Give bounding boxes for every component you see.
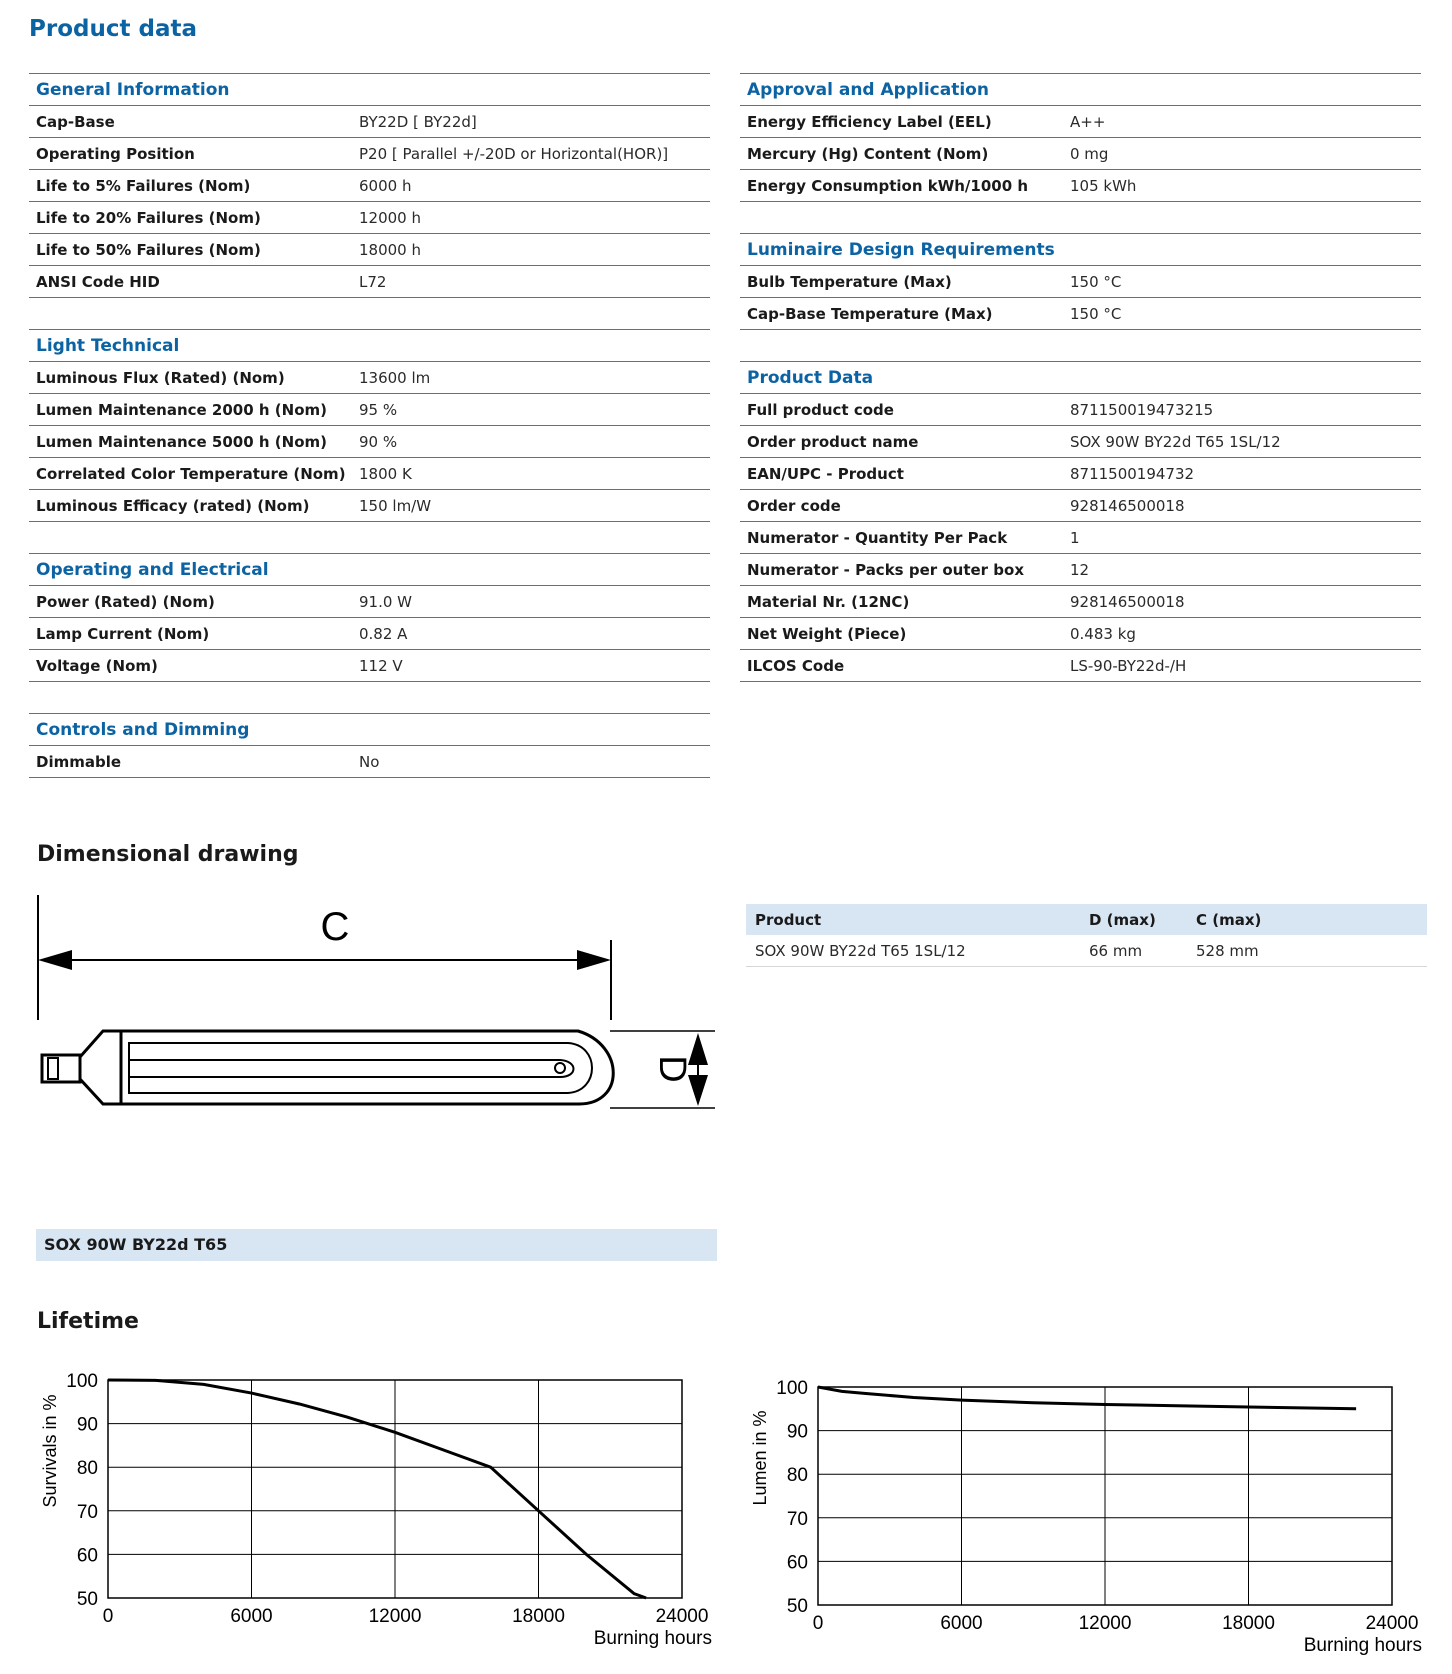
spec-value: SOX 90W BY22d T65 1SL/12 <box>1063 426 1421 458</box>
y-tick-label: 70 <box>786 1508 808 1530</box>
spec-key: ILCOS Code <box>740 650 1063 682</box>
spec-key: Lumen Maintenance 2000 h (Nom) <box>29 394 352 426</box>
spec-key: Life to 5% Failures (Nom) <box>29 170 352 202</box>
section-heading-row <box>740 234 1421 266</box>
spacer-row <box>740 202 1421 234</box>
dim-cell-d: 66 mm <box>1080 935 1187 967</box>
spec-key: Voltage (Nom) <box>29 650 352 682</box>
y-tick-label: 50 <box>786 1596 808 1617</box>
x-tick-label: 18000 <box>1222 1613 1275 1634</box>
spec-key: Material Nr. (12NC) <box>740 586 1063 618</box>
dim-header-d: D (max) <box>1080 904 1187 935</box>
spec-key: Life to 50% Failures (Nom) <box>29 234 352 266</box>
x-tick-label: 6000 <box>230 1606 273 1627</box>
spec-key: Energy Consumption kWh/1000 h <box>740 170 1063 202</box>
table-row <box>29 362 710 394</box>
spec-value: 6000 h <box>352 170 710 202</box>
series-line <box>108 1380 646 1598</box>
left-spec-table <box>29 73 710 778</box>
section-heading: Luminaire Design Requirements <box>740 234 1421 266</box>
table-row <box>29 234 710 266</box>
y-axis-label: Lumen in % <box>750 1410 770 1506</box>
y-tick-label: 100 <box>66 1371 98 1392</box>
y-tick-label: 70 <box>76 1501 98 1523</box>
spec-value: 150 lm/W <box>352 490 710 522</box>
spec-key: Life to 20% Failures (Nom) <box>29 202 352 234</box>
section-heading-row <box>29 330 710 362</box>
dim-label-d: D <box>651 1055 693 1083</box>
table-row <box>740 298 1421 330</box>
spec-key: Lumen Maintenance 5000 h (Nom) <box>29 426 352 458</box>
x-tick-label: 24000 <box>655 1606 709 1627</box>
table-row <box>740 458 1421 490</box>
table-row <box>29 586 710 618</box>
section-heading: Approval and Application <box>740 74 1421 106</box>
spec-value: P20 [ Parallel +/-20D or Horizontal(HOR)] <box>352 138 710 170</box>
table-row <box>740 490 1421 522</box>
spec-key: Luminous Efficacy (rated) (Nom) <box>29 490 352 522</box>
spec-key: Cap-Base Temperature (Max) <box>740 298 1063 330</box>
table-row <box>740 394 1421 426</box>
right-spec-table <box>740 73 1421 682</box>
section-heading-row <box>740 74 1421 106</box>
table-row <box>29 202 710 234</box>
table-row <box>29 170 710 202</box>
spec-value: L72 <box>352 266 710 298</box>
spec-value: BY22D [ BY22d] <box>352 106 710 138</box>
spec-key: Dimmable <box>29 746 352 778</box>
spec-key: Order code <box>740 490 1063 522</box>
x-tick-label: 0 <box>812 1613 824 1634</box>
x-tick-label: 12000 <box>368 1606 422 1627</box>
series-line <box>818 1387 1356 1409</box>
spec-key: Cap-Base <box>29 106 352 138</box>
table-row <box>29 618 710 650</box>
spec-value: No <box>352 746 710 778</box>
table-row <box>740 586 1421 618</box>
table-row <box>29 138 710 170</box>
spec-value: 112 V <box>352 650 710 682</box>
survival-chart <box>30 1360 730 1660</box>
spec-key: Bulb Temperature (Max) <box>740 266 1063 298</box>
spec-value: 150 °C <box>1063 266 1421 298</box>
dim-header-c: C (max) <box>1187 904 1427 935</box>
spec-key: Numerator - Quantity Per Pack <box>740 522 1063 554</box>
table-row <box>29 458 710 490</box>
section-heading: Operating and Electrical <box>29 554 710 586</box>
dim-header-product: Product <box>746 904 1080 935</box>
spec-key: Order product name <box>740 426 1063 458</box>
section-heading-row <box>740 362 1421 394</box>
spacer-cell <box>29 298 710 330</box>
spec-key: Correlated Color Temperature (Nom) <box>29 458 352 490</box>
table-row <box>740 170 1421 202</box>
spec-value: A++ <box>1063 106 1421 138</box>
table-row <box>740 650 1421 682</box>
table-row <box>740 426 1421 458</box>
table-row <box>29 426 710 458</box>
table-row <box>740 106 1421 138</box>
table-row <box>29 490 710 522</box>
spec-key: Energy Efficiency Label (EEL) <box>740 106 1063 138</box>
y-tick-label: 100 <box>776 1378 808 1399</box>
section-heading: Light Technical <box>29 330 710 362</box>
spec-key: Net Weight (Piece) <box>740 618 1063 650</box>
table-row <box>740 554 1421 586</box>
spec-key: Operating Position <box>29 138 352 170</box>
spec-key: Luminous Flux (Rated) (Nom) <box>29 362 352 394</box>
spec-value: 91.0 W <box>352 586 710 618</box>
page-title: Product data <box>29 16 197 42</box>
spacer-row <box>740 330 1421 362</box>
y-tick-label: 90 <box>76 1414 98 1436</box>
spec-value: 928146500018 <box>1063 586 1421 618</box>
spacer-row <box>29 522 710 554</box>
spec-value: 12000 h <box>352 202 710 234</box>
spec-value: 0.483 kg <box>1063 618 1421 650</box>
section-heading-row <box>29 714 710 746</box>
spec-value: 928146500018 <box>1063 490 1421 522</box>
x-axis-label: Burning hours <box>593 1628 712 1649</box>
spacer-cell <box>29 682 710 714</box>
dimensional-drawing <box>30 895 730 1145</box>
spacer-cell <box>740 330 1421 362</box>
spec-value: 0.82 A <box>352 618 710 650</box>
x-tick-label: 6000 <box>940 1613 983 1634</box>
x-tick-label: 24000 <box>1365 1613 1419 1634</box>
spec-key: ANSI Code HID <box>29 266 352 298</box>
spec-key: Lamp Current (Nom) <box>29 618 352 650</box>
y-axis-label: Survivals in % <box>40 1394 60 1508</box>
table-row <box>29 746 710 778</box>
spec-key: Mercury (Hg) Content (Nom) <box>740 138 1063 170</box>
y-tick-label: 80 <box>786 1465 808 1487</box>
lifetime-heading: Lifetime <box>37 1309 139 1334</box>
spec-value: 18000 h <box>352 234 710 266</box>
table-row <box>29 650 710 682</box>
section-heading: Product Data <box>740 362 1421 394</box>
y-tick-label: 60 <box>76 1545 98 1567</box>
lumen-chart <box>740 1360 1440 1660</box>
table-row <box>740 618 1421 650</box>
y-tick-label: 80 <box>76 1458 98 1480</box>
section-heading: Controls and Dimming <box>29 714 710 746</box>
spec-value: LS-90-BY22d-/H <box>1063 650 1421 682</box>
section-heading: General Information <box>29 74 710 106</box>
spacer-cell <box>29 522 710 554</box>
section-heading-row <box>29 74 710 106</box>
section-heading-row <box>29 554 710 586</box>
spacer-row <box>29 682 710 714</box>
y-tick-label: 90 <box>786 1421 808 1443</box>
table-row <box>29 394 710 426</box>
x-axis-label: Burning hours <box>1303 1635 1422 1656</box>
dim-cell-c: 528 mm <box>1187 935 1427 967</box>
spec-value: 1 <box>1063 522 1421 554</box>
spec-key: Power (Rated) (Nom) <box>29 586 352 618</box>
spec-value: 1800 K <box>352 458 710 490</box>
spec-value: 12 <box>1063 554 1421 586</box>
product-label-bar: SOX 90W BY22d T65 <box>36 1229 717 1261</box>
table-row <box>740 138 1421 170</box>
spec-value: 8711500194732 <box>1063 458 1421 490</box>
dimension-table <box>746 904 1427 967</box>
y-tick-label: 50 <box>76 1589 98 1610</box>
spec-value: 13600 lm <box>352 362 710 394</box>
spec-value: 90 % <box>352 426 710 458</box>
table-row <box>746 935 1427 967</box>
spec-value: 0 mg <box>1063 138 1421 170</box>
spec-key: Numerator - Packs per outer box <box>740 554 1063 586</box>
spec-value: 871150019473215 <box>1063 394 1421 426</box>
spec-value: 95 % <box>352 394 710 426</box>
dim-label-c: C <box>320 905 350 949</box>
table-row <box>29 266 710 298</box>
spec-value: 150 °C <box>1063 298 1421 330</box>
dim-cell-product: SOX 90W BY22d T65 1SL/12 <box>746 935 1080 967</box>
x-tick-label: 0 <box>102 1606 114 1627</box>
table-row <box>29 106 710 138</box>
spec-value: 105 kWh <box>1063 170 1421 202</box>
table-row <box>740 522 1421 554</box>
spec-key: Full product code <box>740 394 1063 426</box>
spacer-row <box>29 298 710 330</box>
y-tick-label: 60 <box>786 1552 808 1574</box>
spec-key: EAN/UPC - Product <box>740 458 1063 490</box>
table-row <box>740 266 1421 298</box>
x-tick-label: 12000 <box>1078 1613 1132 1634</box>
x-tick-label: 18000 <box>512 1606 565 1627</box>
spacer-cell <box>740 202 1421 234</box>
dimensional-drawing-heading: Dimensional drawing <box>37 842 299 867</box>
